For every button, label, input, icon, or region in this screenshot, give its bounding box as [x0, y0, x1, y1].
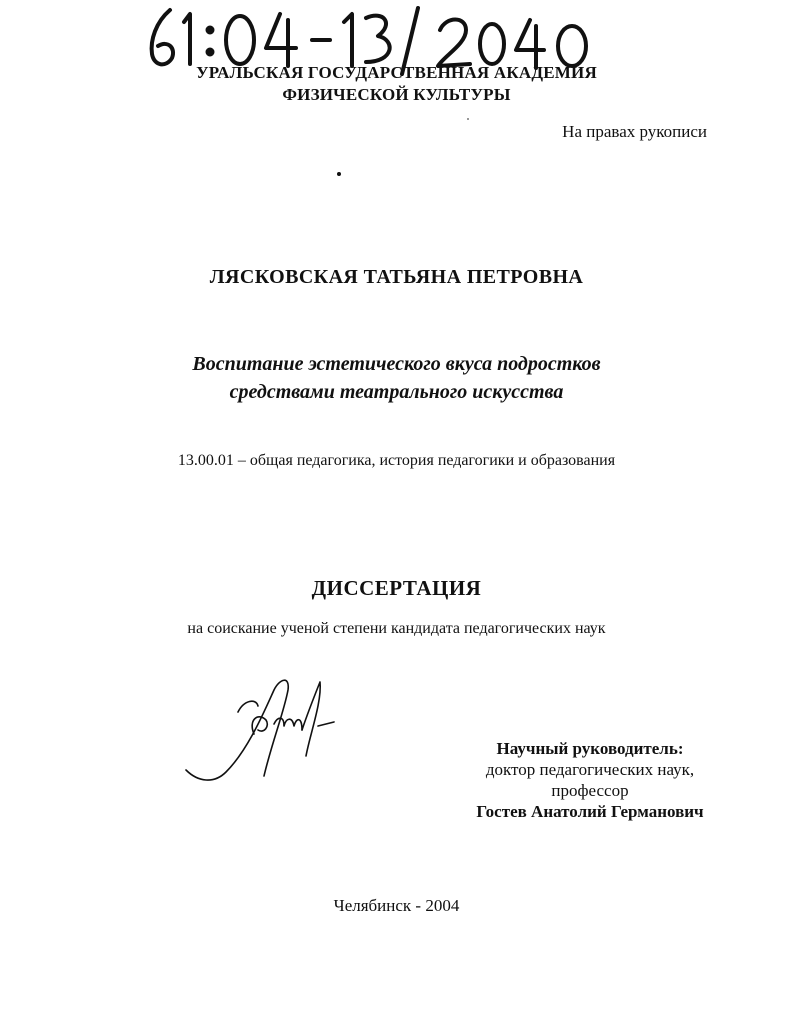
thesis-title [0, 350, 793, 406]
city-year: Челябинск - 2004 [333, 896, 460, 915]
scan-speck [467, 118, 469, 120]
specialty-code: 13.00.01 – общая педагогика, история педагогики и образования [177, 452, 616, 469]
advisor-rank: профессор [551, 781, 629, 800]
advisor-name: Гостев Анатолий Германович [476, 802, 704, 821]
thesis-title-line-1: Воспитание эстетического вкуса подростков [192, 353, 601, 375]
scientific-advisor [440, 738, 740, 822]
advisor-degree: доктор педагогических наук, [485, 760, 695, 779]
degree-statement: на соискание ученой степени кандидата педагогических наук [187, 620, 606, 637]
author-name: ЛЯСКОВСКАЯ ТАТЬЯНА ПЕТРОВНА [209, 266, 584, 288]
institution-line-1: УРАЛЬСКАЯ ГОСУДАРСТВЕННАЯ АКАДЕМИЯ [196, 63, 597, 82]
thesis-title-line-2: средствами театрального искусства [229, 381, 564, 403]
institution [0, 62, 793, 106]
institution-line-2: ФИЗИЧЕСКОЙ КУЛЬТУРЫ [282, 85, 511, 104]
signature-image [178, 672, 343, 792]
scan-speck [337, 172, 341, 176]
manuscript-note: На правах рукописи [562, 122, 707, 141]
document-type: ДИССЕРТАЦИЯ [311, 576, 482, 600]
advisor-heading: Научный руководитель: [496, 739, 684, 758]
